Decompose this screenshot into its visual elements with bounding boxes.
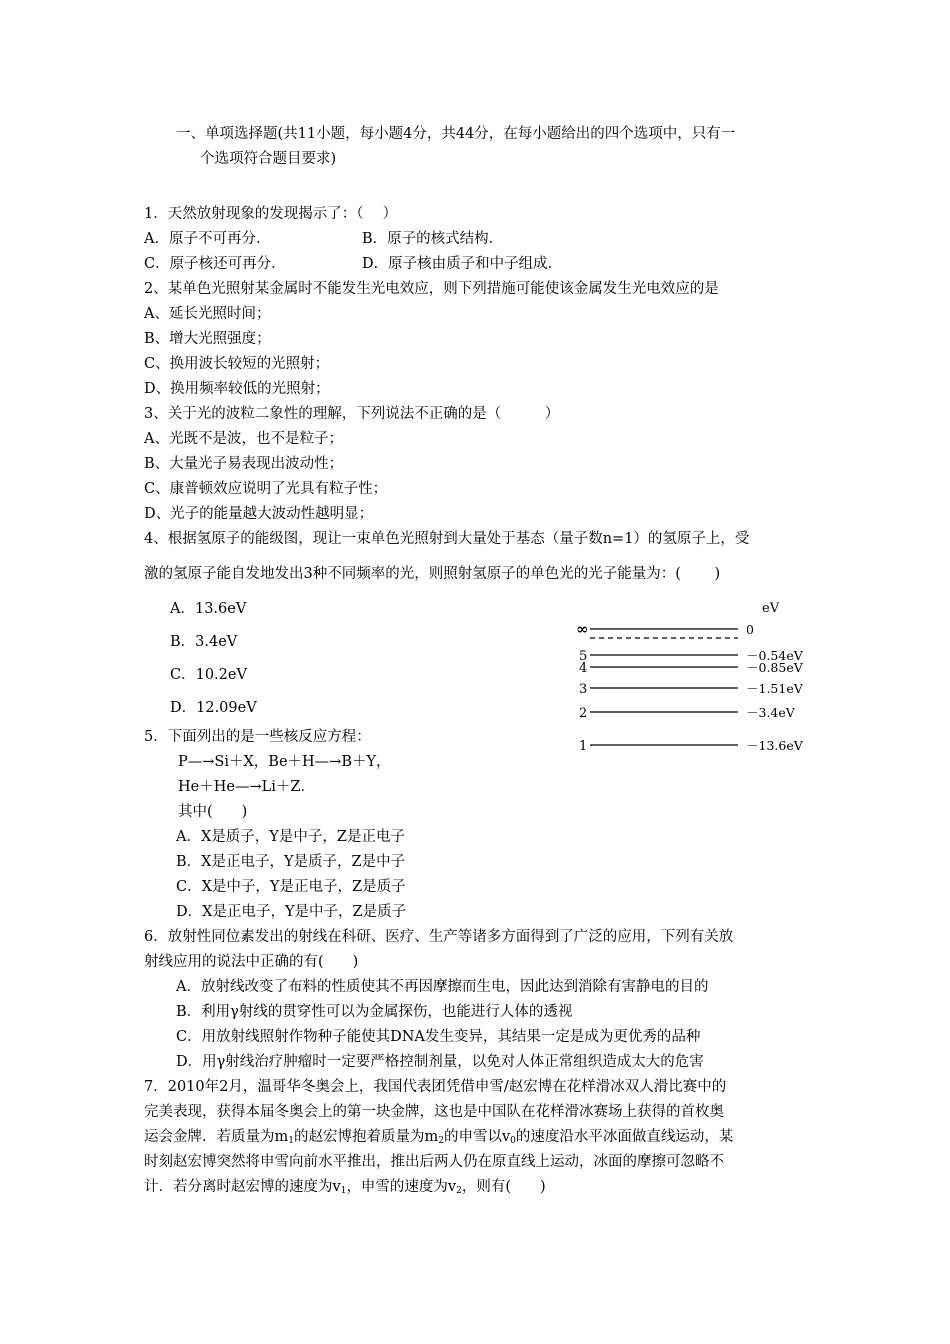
quantum-number-label: 2: [579, 706, 588, 721]
q4-option-c: C．10.2eV: [170, 667, 247, 683]
energy-value-label: －0.85eV: [746, 660, 803, 675]
q5-equation-2: He＋He—→Li＋Z．: [178, 779, 315, 795]
q5-option-d: D．X是正电子，Y是中子，Z是质子: [176, 904, 407, 920]
q4-option-a: A．13.6eV: [170, 601, 247, 617]
q5-option-c: C．X是中子，Y是正电子，Z是质子: [176, 879, 406, 895]
q7-line1: 7．2010年2月，温哥华冬奥会上，我国代表团凭借申雪/赵宏博在花样滑冰双人滑比赛中的: [144, 1079, 727, 1095]
q7-subscript-v1: 1: [340, 1186, 347, 1196]
hydrogen-energy-level-diagram: [570, 596, 810, 761]
energy-value-label: 0: [746, 622, 754, 637]
q6-stem-line1: 6．放射性同位素发出的射线在科研、医疗、生产等诸多方面得到了广泛的应用，下列有关放: [144, 929, 734, 945]
q2-option-a: A、延长光照时间；: [144, 306, 271, 322]
energy-levels: [576, 620, 804, 754]
q1-option-b: B．原子的核式结构．: [362, 231, 504, 247]
q5-stem: 5．下面列出的是一些核反应方程：: [144, 729, 371, 745]
q7-line2: 完美表现，获得本届冬奥会上的第一块金牌，这也是中国队在花样滑冰赛场上获得的首枚奥: [144, 1104, 724, 1120]
q3-option-d: D、光子的能量越大波动性越明显；: [144, 506, 374, 522]
q2-stem: 2、某单色光照射某金属时不能发生光电效应，则下列措施可能使该金属发生光电效应的是: [144, 281, 719, 297]
q3-stem: 3、关于光的波粒二象性的理解，下列说法不正确的是（ ）: [144, 406, 560, 422]
energy-value-label: －0.54eV: [746, 648, 803, 663]
section-header-line2: 个选项符合题目要求): [200, 151, 337, 167]
q5-prompt: 其中( ): [178, 804, 248, 820]
q7-subscript-v2: 2: [456, 1186, 462, 1196]
q6-stem-line2: 射线应用的说法中正确的有( ): [144, 954, 359, 970]
section-header-line1: 一、单项选择题(共11小题，每小题4分，共44分，在每小题给出的四个选项中，只有一: [176, 126, 736, 142]
energy-value-label: －3.4eV: [746, 705, 795, 720]
q7-subscript-m2: 2: [438, 1136, 444, 1146]
q6-option-d: D．用γ射线治疗肿瘤时一定要严格控制剂量，以免对人体正常组织造成太大的危害: [176, 1054, 704, 1070]
q4-option-b: B．3.4eV: [170, 634, 238, 650]
q7-line3-part-d: 的速度沿水平冰面做直线运动，某: [515, 1129, 734, 1145]
q1-option-c: C．原子核还可再分．: [144, 256, 286, 272]
q5-equation-1: P—→Si＋X，Be＋H—→B＋Y，: [178, 754, 391, 770]
q4-option-d: D．12.09eV: [170, 700, 257, 716]
quantum-number-label: 5: [579, 649, 588, 664]
q7-subscript-v0: 0: [510, 1136, 516, 1146]
q7-line5-part-a: 计．若分离时赵宏博的速度为v: [144, 1179, 341, 1195]
energy-value-label: －1.51eV: [746, 681, 803, 696]
q7-line5: [144, 1177, 546, 1197]
quantum-number-label: 3: [579, 682, 588, 697]
energy-unit-label: eV: [762, 601, 780, 616]
q4-stem-line1: 4、根据氢原子的能级图，现让一束单色光照射到大量处于基态（量子数n=1）的氢原子上，受: [144, 531, 750, 547]
q5-option-a: A．X是质子，Y是中子，Z是正电子: [176, 829, 405, 845]
q3-option-c: C、康普顿效应说明了光具有粒子性；: [144, 481, 388, 497]
q3-option-b: B、大量光子易表现出波动性；: [144, 456, 344, 472]
q7-line3: [144, 1127, 733, 1147]
q2-option-c: C、换用波长较短的光照射；: [144, 356, 330, 372]
q6-option-a: A．放射线改变了布料的性质使其不再因摩擦而生电，因此达到消除有害静电的目的: [176, 979, 709, 995]
q1-option-a: A．原子不可再分．: [144, 231, 271, 247]
q7-line5-part-c: ，则有( ): [461, 1179, 546, 1195]
q7-line3-part-a: 运会金牌．若质量为m: [144, 1129, 289, 1145]
q7-line3-part-c: 的申雪以v: [443, 1129, 511, 1145]
q7-subscript-m1: 1: [288, 1136, 294, 1146]
q6-option-b: B．利用γ射线的贯穿性可以为金属探伤，也能进行人体的透视: [176, 1004, 573, 1020]
q1-stem: 1．天然放射现象的发现揭示了：（ ）: [144, 206, 398, 222]
q2-option-d: D、换用频率较低的光照射；: [144, 381, 330, 397]
q7-line5-part-b: ，申雪的速度为v: [346, 1179, 457, 1195]
q7-line4: 时刻赵宏博突然将申雪向前水平推出，推出后两人仍在原直线上运动，冰面的摩擦可忽略不: [144, 1154, 724, 1170]
energy-value-label: －13.6eV: [746, 738, 803, 753]
quantum-number-label: ∞: [576, 620, 589, 638]
q4-stem-line2: 激的氢原子能自发地发出3种不同频率的光，则照射氢原子的单色光的光子能量为：( ): [144, 566, 721, 582]
q6-option-c: C．用放射线照射作物种子能使其DNA发生变异，其结果一定是成为更优秀的品种: [176, 1029, 701, 1045]
quantum-number-label: 1: [579, 739, 588, 754]
q2-option-b: B、增大光照强度；: [144, 331, 271, 347]
quantum-number-label: 4: [579, 661, 588, 676]
q7-line3-part-b: 的赵宏博抱着质量为m: [293, 1129, 439, 1145]
q5-option-b: B．X是正电子，Y是质子，Z是中子: [176, 854, 406, 870]
q1-option-d: D．原子核由质子和中子组成．: [362, 256, 563, 272]
q3-option-a: A、光既不是波，也不是粒子；: [144, 431, 343, 447]
